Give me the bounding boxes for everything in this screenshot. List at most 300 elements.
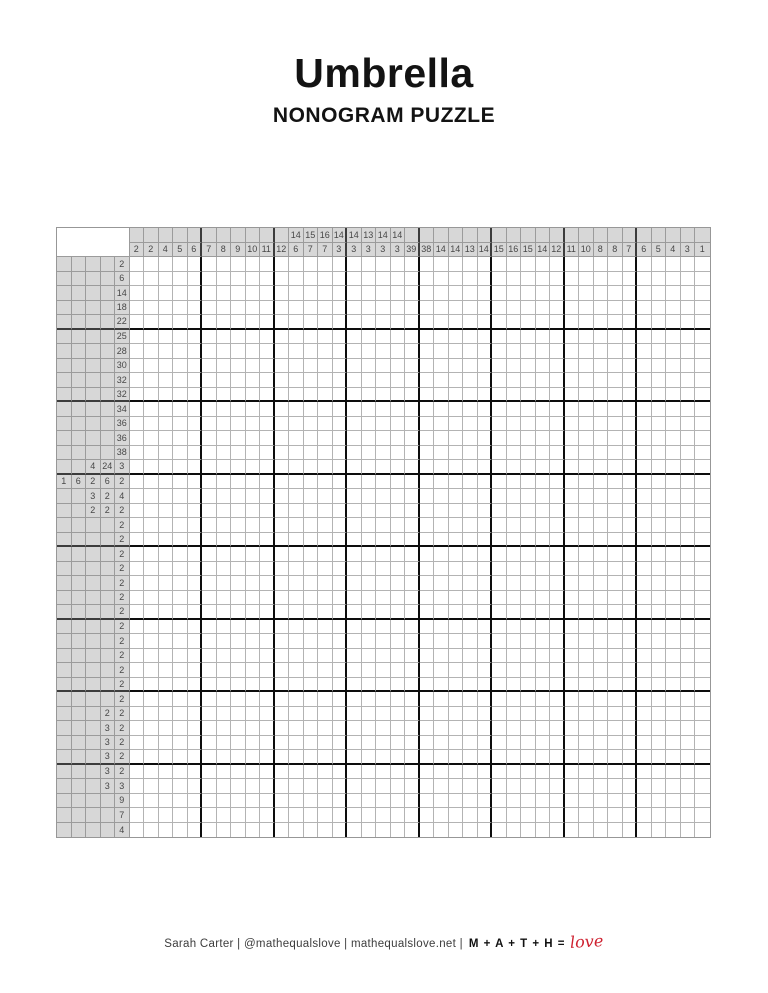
grid-cell — [637, 518, 652, 533]
row-clue-cell — [72, 272, 87, 287]
grid-cell — [159, 591, 174, 606]
col-clue-cell: 14 — [376, 228, 391, 243]
grid-cell — [608, 533, 623, 548]
grid-cell — [478, 808, 493, 823]
row-clue-cell — [101, 663, 116, 678]
grid-cell — [666, 417, 681, 432]
grid-cell — [434, 359, 449, 374]
grid-cell — [188, 330, 203, 345]
grid-cell — [159, 301, 174, 316]
grid-cell — [579, 663, 594, 678]
row-clue-cell: 9 — [115, 794, 130, 809]
grid-cell — [159, 794, 174, 809]
grid-cell — [246, 779, 261, 794]
grid-cell — [217, 678, 232, 693]
grid-cell — [275, 765, 290, 780]
grid-cell — [347, 504, 362, 519]
grid-cell — [579, 431, 594, 446]
grid-cell — [492, 634, 507, 649]
grid-cell — [260, 605, 275, 620]
grid-cell — [492, 547, 507, 562]
grid-cell — [478, 301, 493, 316]
grid-cell — [246, 431, 261, 446]
grid-cell — [579, 779, 594, 794]
grid-cell — [463, 808, 478, 823]
grid-cell — [463, 359, 478, 374]
grid-cell — [492, 736, 507, 751]
grid-cell — [333, 547, 348, 562]
grid-cell — [188, 794, 203, 809]
grid-cell — [579, 707, 594, 722]
col-clue-cell: 7 — [318, 243, 333, 258]
grid-cell — [507, 779, 522, 794]
grid-cell — [304, 692, 319, 707]
grid-cell — [391, 388, 406, 403]
grid-cell — [275, 373, 290, 388]
grid-cell — [391, 344, 406, 359]
grid-cell — [347, 823, 362, 838]
grid-cell — [420, 446, 435, 461]
grid-cell — [681, 750, 696, 765]
row-clue-cell — [86, 634, 101, 649]
grid-cell — [202, 562, 217, 577]
grid-cell — [434, 663, 449, 678]
grid-cell — [608, 605, 623, 620]
grid-cell — [275, 620, 290, 635]
grid-cell — [333, 286, 348, 301]
grid-cell — [536, 359, 551, 374]
grid-cell — [420, 750, 435, 765]
grid-cell — [405, 765, 420, 780]
row-clue-cell: 18 — [115, 301, 130, 316]
grid-cell — [434, 692, 449, 707]
grid-cell — [623, 823, 638, 838]
grid-cell — [637, 257, 652, 272]
row-clue-cell: 2 — [115, 692, 130, 707]
grid-cell — [463, 547, 478, 562]
grid-cell — [623, 765, 638, 780]
grid-cell — [420, 475, 435, 490]
grid-cell — [681, 402, 696, 417]
grid-cell — [391, 330, 406, 345]
row-clue-cell — [72, 605, 87, 620]
grid-cell — [318, 402, 333, 417]
grid-cell — [289, 692, 304, 707]
grid-cell — [536, 533, 551, 548]
grid-cell — [391, 576, 406, 591]
row-clue-cell — [86, 576, 101, 591]
grid-cell — [333, 649, 348, 664]
grid-cell — [144, 446, 159, 461]
grid-cell — [159, 272, 174, 287]
grid-cell — [521, 344, 536, 359]
grid-cell — [695, 489, 710, 504]
row-clue-cell — [86, 272, 101, 287]
grid-cell — [652, 794, 667, 809]
grid-cell — [318, 823, 333, 838]
grid-cell — [565, 533, 580, 548]
grid-cell — [333, 736, 348, 751]
col-clue-cell: 12 — [275, 243, 290, 258]
col-clue-cell — [202, 228, 217, 243]
grid-cell — [550, 272, 565, 287]
row-clue-cell — [101, 649, 116, 664]
grid-cell — [507, 388, 522, 403]
grid-cell — [376, 808, 391, 823]
grid-cell — [202, 576, 217, 591]
grid-cell — [376, 591, 391, 606]
grid-cell — [463, 576, 478, 591]
grid-cell — [318, 301, 333, 316]
grid-cell — [681, 286, 696, 301]
grid-cell — [550, 475, 565, 490]
grid-cell — [289, 634, 304, 649]
grid-cell — [231, 373, 246, 388]
grid-cell — [260, 649, 275, 664]
grid-cell — [565, 692, 580, 707]
grid-cell — [246, 808, 261, 823]
grid-cell — [550, 605, 565, 620]
grid-cell — [478, 823, 493, 838]
grid-cell — [246, 794, 261, 809]
grid-cell — [376, 678, 391, 693]
row-clue-cell: 36 — [115, 417, 130, 432]
grid-cell — [130, 779, 145, 794]
grid-cell — [478, 272, 493, 287]
grid-cell — [565, 344, 580, 359]
grid-cell — [144, 344, 159, 359]
col-clue-cell: 2 — [130, 243, 145, 258]
grid-cell — [463, 678, 478, 693]
grid-cell — [231, 721, 246, 736]
grid-cell — [333, 707, 348, 722]
grid-cell — [202, 692, 217, 707]
grid-cell — [304, 620, 319, 635]
grid-cell — [478, 417, 493, 432]
grid-cell — [579, 272, 594, 287]
row-clue-cell — [57, 823, 72, 838]
grid-cell — [565, 330, 580, 345]
grid-cell — [304, 431, 319, 446]
grid-cell — [449, 431, 464, 446]
footer-brand-script: love — [570, 931, 605, 952]
grid-cell — [391, 373, 406, 388]
grid-cell — [695, 533, 710, 548]
col-clue-cell — [463, 228, 478, 243]
grid-cell — [347, 402, 362, 417]
grid-cell — [347, 721, 362, 736]
row-clue-cell — [72, 373, 87, 388]
grid-cell — [608, 489, 623, 504]
grid-cell — [173, 750, 188, 765]
grid-cell — [202, 591, 217, 606]
grid-cell — [449, 620, 464, 635]
grid-cell — [275, 794, 290, 809]
grid-cell — [304, 663, 319, 678]
grid-cell — [260, 562, 275, 577]
grid-cell — [275, 388, 290, 403]
grid-cell — [289, 547, 304, 562]
grid-cell — [565, 359, 580, 374]
grid-cell — [565, 721, 580, 736]
grid-cell — [246, 402, 261, 417]
grid-cell — [579, 330, 594, 345]
grid-cell — [376, 750, 391, 765]
grid-cell — [420, 518, 435, 533]
grid-cell — [173, 431, 188, 446]
grid-cell — [463, 765, 478, 780]
grid-cell — [246, 315, 261, 330]
grid-cell — [304, 344, 319, 359]
grid-cell — [652, 359, 667, 374]
grid-cell — [666, 823, 681, 838]
grid-cell — [159, 663, 174, 678]
grid-cell — [159, 315, 174, 330]
grid-cell — [420, 504, 435, 519]
grid-cell — [695, 330, 710, 345]
grid-cell — [478, 736, 493, 751]
grid-cell — [507, 475, 522, 490]
grid-cell — [623, 736, 638, 751]
col-clue-cell — [173, 228, 188, 243]
grid-cell — [521, 721, 536, 736]
grid-cell — [652, 576, 667, 591]
grid-cell — [231, 634, 246, 649]
grid-cell — [217, 388, 232, 403]
grid-cell — [594, 605, 609, 620]
grid-cell — [652, 692, 667, 707]
grid-cell — [275, 272, 290, 287]
grid-cell — [536, 649, 551, 664]
col-clue-cell — [594, 228, 609, 243]
grid-cell — [173, 460, 188, 475]
grid-cell — [536, 475, 551, 490]
grid-cell — [144, 591, 159, 606]
grid-cell — [217, 663, 232, 678]
col-clue-cell: 2 — [144, 243, 159, 258]
grid-cell — [478, 794, 493, 809]
grid-cell — [420, 576, 435, 591]
grid-cell — [579, 402, 594, 417]
row-clue-cell — [57, 765, 72, 780]
grid-cell — [173, 721, 188, 736]
grid-cell — [333, 765, 348, 780]
grid-cell — [260, 446, 275, 461]
grid-cell — [289, 591, 304, 606]
grid-cell — [304, 460, 319, 475]
grid-cell — [492, 533, 507, 548]
grid-cell — [652, 388, 667, 403]
grid-cell — [362, 489, 377, 504]
grid-cell — [304, 315, 319, 330]
col-clue-cell: 3 — [362, 243, 377, 258]
grid-cell — [130, 417, 145, 432]
grid-cell — [681, 301, 696, 316]
grid-cell — [420, 373, 435, 388]
grid-cell — [130, 823, 145, 838]
grid-cell — [652, 272, 667, 287]
grid-cell — [449, 301, 464, 316]
grid-cell — [608, 663, 623, 678]
grid-cell — [695, 286, 710, 301]
grid-cell — [652, 315, 667, 330]
grid-cell — [550, 750, 565, 765]
grid-cell — [318, 272, 333, 287]
row-clue-cell — [72, 359, 87, 374]
grid-cell — [130, 678, 145, 693]
row-clue-cell: 2 — [115, 504, 130, 519]
row-clue-cell — [57, 388, 72, 403]
grid-cell — [130, 373, 145, 388]
grid-cell — [405, 547, 420, 562]
row-clue-cell — [101, 257, 116, 272]
grid-cell — [275, 721, 290, 736]
grid-cell — [521, 286, 536, 301]
grid-cell — [637, 794, 652, 809]
grid-cell — [637, 750, 652, 765]
grid-cell — [333, 794, 348, 809]
grid-cell — [376, 431, 391, 446]
grid-cell — [521, 504, 536, 519]
grid-cell — [275, 750, 290, 765]
grid-cell — [318, 330, 333, 345]
grid-cell — [173, 692, 188, 707]
grid-cell — [449, 576, 464, 591]
grid-cell — [144, 823, 159, 838]
grid-cell — [333, 518, 348, 533]
grid-cell — [652, 373, 667, 388]
grid-cell — [289, 576, 304, 591]
grid-cell — [637, 330, 652, 345]
grid-cell — [246, 765, 261, 780]
row-clue-cell: 2 — [115, 678, 130, 693]
grid-cell — [536, 315, 551, 330]
grid-cell — [565, 576, 580, 591]
grid-cell — [376, 692, 391, 707]
grid-cell — [449, 721, 464, 736]
grid-cell — [376, 475, 391, 490]
grid-cell — [681, 663, 696, 678]
row-clue-cell — [86, 344, 101, 359]
row-clue-cell — [101, 533, 116, 548]
grid-cell — [231, 504, 246, 519]
grid-cell — [463, 620, 478, 635]
grid-cell — [347, 591, 362, 606]
row-clue-cell — [86, 431, 101, 446]
grid-cell — [652, 431, 667, 446]
grid-cell — [260, 663, 275, 678]
grid-cell — [275, 475, 290, 490]
row-clue-cell — [72, 315, 87, 330]
grid-cell — [260, 460, 275, 475]
grid-cell — [608, 649, 623, 664]
row-clue-cell: 2 — [115, 576, 130, 591]
row-clue-cell — [72, 257, 87, 272]
grid-cell — [666, 272, 681, 287]
row-clue-cell — [101, 794, 116, 809]
grid-cell — [623, 779, 638, 794]
grid-cell — [173, 576, 188, 591]
grid-cell — [362, 721, 377, 736]
grid-cell — [478, 765, 493, 780]
grid-cell — [492, 272, 507, 287]
row-clue-cell — [72, 301, 87, 316]
grid-cell — [463, 663, 478, 678]
grid-cell — [608, 721, 623, 736]
row-clue-cell — [101, 359, 116, 374]
grid-cell — [289, 344, 304, 359]
grid-cell — [231, 489, 246, 504]
grid-cell — [376, 344, 391, 359]
grid-cell — [376, 533, 391, 548]
grid-cell — [608, 808, 623, 823]
grid-cell — [623, 547, 638, 562]
grid-cell — [333, 475, 348, 490]
grid-cell — [652, 721, 667, 736]
grid-cell — [536, 794, 551, 809]
grid-cell — [333, 417, 348, 432]
grid-cell — [304, 605, 319, 620]
grid-cell — [594, 272, 609, 287]
grid-cell — [275, 605, 290, 620]
grid-cell — [289, 257, 304, 272]
grid-cell — [289, 402, 304, 417]
grid-cell — [304, 721, 319, 736]
grid-cell — [608, 475, 623, 490]
grid-cell — [304, 707, 319, 722]
grid-cell — [695, 315, 710, 330]
row-clue-cell — [86, 388, 101, 403]
grid-cell — [478, 344, 493, 359]
grid-cell — [405, 620, 420, 635]
grid-cell — [173, 388, 188, 403]
grid-cell — [362, 286, 377, 301]
grid-cell — [188, 431, 203, 446]
grid-cell — [188, 402, 203, 417]
grid-cell — [144, 359, 159, 374]
grid-cell — [579, 736, 594, 751]
grid-cell — [362, 373, 377, 388]
grid-cell — [405, 808, 420, 823]
grid-cell — [434, 750, 449, 765]
grid-cell — [159, 417, 174, 432]
col-clue-cell: 7 — [304, 243, 319, 258]
grid-cell — [405, 330, 420, 345]
grid-cell — [637, 489, 652, 504]
grid-cell — [681, 533, 696, 548]
grid-cell — [565, 620, 580, 635]
grid-cell — [565, 547, 580, 562]
grid-cell — [420, 301, 435, 316]
row-clue-cell — [101, 330, 116, 345]
row-clue-cell: 2 — [101, 489, 116, 504]
grid-cell — [434, 460, 449, 475]
grid-cell — [173, 663, 188, 678]
grid-cell — [391, 794, 406, 809]
grid-cell — [695, 431, 710, 446]
grid-cell — [260, 620, 275, 635]
grid-cell — [318, 779, 333, 794]
grid-cell — [434, 489, 449, 504]
grid-cell — [434, 576, 449, 591]
grid-cell — [217, 286, 232, 301]
grid-cell — [681, 576, 696, 591]
grid-cell — [623, 330, 638, 345]
row-clue-cell — [57, 272, 72, 287]
grid-cell — [304, 504, 319, 519]
row-clue-cell — [72, 431, 87, 446]
grid-cell — [217, 402, 232, 417]
